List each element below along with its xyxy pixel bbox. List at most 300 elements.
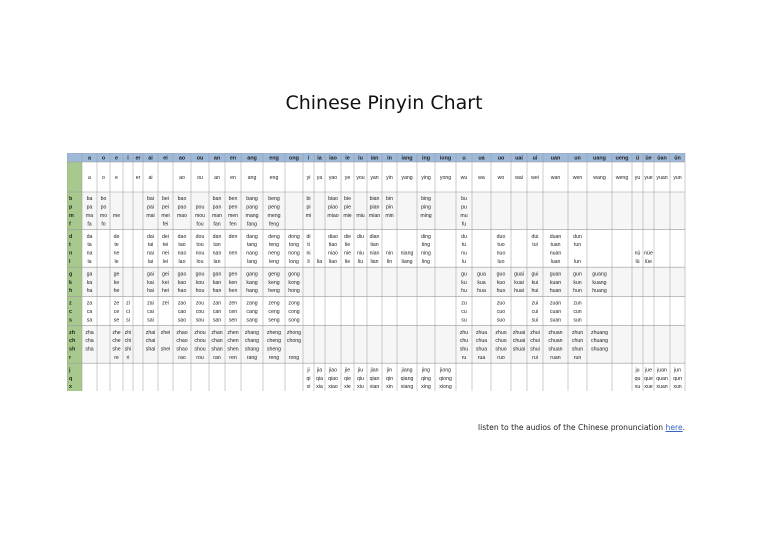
- final-header-27: uai: [515, 155, 523, 162]
- syllable-cell: chua: [475, 338, 488, 345]
- syllable-cell: xi: [306, 384, 311, 391]
- syllable-cell: ca: [86, 309, 93, 315]
- pinyin-chart-svg: [67, 153, 700, 391]
- syllable-cell: huan: [549, 288, 562, 295]
- syllable-cell: tai: [147, 242, 154, 249]
- syllable-cell: nang: [246, 250, 258, 257]
- row-band-bg: [82, 363, 685, 391]
- syllable-cell: qiong: [439, 375, 452, 382]
- syllable-cell: fang: [246, 221, 258, 228]
- syllable-cell: ying: [421, 175, 431, 181]
- syllable-cell: sou: [195, 317, 205, 324]
- final-header-33: ü: [635, 155, 640, 162]
- syllable-cell: mang: [245, 213, 259, 219]
- final-header-18: iu: [358, 155, 363, 162]
- syllable-cell: kun: [573, 279, 582, 286]
- syllable-cell: cong: [288, 309, 300, 315]
- syllable-cell: kao: [177, 279, 187, 286]
- syllable-cell: sen: [228, 317, 238, 324]
- syllable-cell: gui: [531, 271, 539, 278]
- syllable-cell: keng: [268, 279, 280, 286]
- syllable-cell: lang: [247, 259, 257, 265]
- final-header-14: i: [307, 155, 310, 162]
- syllable-cell: ran: [213, 355, 221, 361]
- syllable-cell: nong: [288, 250, 300, 257]
- syllable-cell: kai: [147, 279, 154, 286]
- syllable-cell: hai: [147, 288, 154, 295]
- syllable-cell: za: [86, 300, 93, 307]
- syllable-cell: zuo: [496, 300, 506, 307]
- syllable-cell: mou: [194, 213, 206, 219]
- syllable-cell: yong: [439, 175, 452, 181]
- syllable-cell: zhan: [211, 329, 223, 336]
- syllable-cell: ce: [113, 309, 120, 315]
- syllable-cell: chou: [194, 338, 206, 345]
- syllable-cell: hua: [477, 288, 486, 295]
- syllable-cell: shen: [227, 346, 239, 353]
- final-header-31: uang: [593, 155, 606, 162]
- syllable-cell: sui: [531, 317, 539, 324]
- final-header-7: ao: [178, 155, 186, 162]
- syllable-cell: fo: [101, 221, 106, 228]
- syllable-cell: er: [135, 175, 141, 181]
- final-header-6: ei: [163, 155, 168, 162]
- syllable-cell: fen: [229, 221, 237, 228]
- syllable-cell: mian: [368, 213, 381, 219]
- final-header-19: ian: [370, 155, 379, 162]
- syllable-cell: cai: [147, 309, 154, 315]
- final-header-23: iong: [439, 155, 452, 162]
- syllable-cell: ceng: [268, 309, 280, 315]
- final-header-25: ua: [478, 155, 485, 162]
- syllable-cell: zhuang: [590, 329, 609, 336]
- initial-label-ch: ch: [69, 338, 76, 345]
- initial-label-r: r: [69, 355, 72, 361]
- syllable-cell: liu: [357, 259, 364, 265]
- syllable-cell: tiao: [328, 242, 338, 249]
- syllable-cell: chang: [244, 338, 260, 345]
- final-header-12: eng: [269, 155, 279, 162]
- syllable-cell: jin: [386, 367, 393, 374]
- syllable-cell: shua: [475, 346, 488, 353]
- syllable-cell: yang: [401, 175, 413, 181]
- final-header-36: ün: [674, 155, 681, 162]
- syllable-cell: nei: [162, 250, 169, 257]
- syllable-cell: nü: [634, 250, 641, 257]
- syllable-cell: xia: [316, 384, 323, 391]
- syllable-cell: mai: [146, 213, 155, 219]
- syllable-cell: bai: [147, 196, 154, 203]
- footer-here-link[interactable]: here: [665, 423, 683, 432]
- syllable-cell: jiu: [357, 367, 364, 374]
- syllable-cell: mu: [460, 213, 468, 219]
- syllable-cell: chai: [145, 338, 156, 345]
- syllable-cell: qun: [673, 375, 682, 382]
- syllable-cell: bu: [461, 196, 467, 203]
- syllable-cell: ri: [126, 355, 130, 361]
- syllable-cell: qiu: [357, 375, 364, 382]
- syllable-cell: mi: [305, 213, 312, 219]
- syllable-cell: bin: [386, 196, 393, 203]
- syllable-cell: xin: [386, 384, 393, 391]
- syllable-cell: wen: [572, 175, 583, 181]
- syllable-cell: zha: [85, 329, 94, 336]
- syllable-cell: zhu: [459, 329, 469, 336]
- syllable-cell: yao: [328, 175, 338, 181]
- syllable-cell: lun: [574, 259, 581, 265]
- syllable-cell: qu: [634, 375, 641, 382]
- syllable-cell: dou: [195, 233, 205, 240]
- syllable-cell: she: [112, 346, 121, 353]
- syllable-cell: xiong: [439, 384, 452, 391]
- syllable-cell: niang: [400, 250, 414, 257]
- syllable-cell: tuan: [550, 242, 561, 249]
- syllable-cell: an: [214, 175, 220, 181]
- syllable-cell: yin: [386, 175, 393, 181]
- syllable-cell: zang: [246, 300, 258, 307]
- syllable-cell: ou: [197, 175, 203, 181]
- syllable-cell: hen: [228, 288, 238, 295]
- syllable-cell: miao: [327, 213, 339, 219]
- syllable-cell: kei: [162, 279, 169, 286]
- syllable-cell: ken: [228, 279, 238, 286]
- syllable-cell: huang: [592, 288, 607, 295]
- syllable-cell: sha: [85, 346, 94, 353]
- syllable-cell: weng: [615, 175, 629, 181]
- syllable-cell: lai: [147, 259, 154, 265]
- syllable-cell: duo: [496, 233, 506, 240]
- syllable-cell: ka: [86, 279, 93, 286]
- syllable-cell: jiong: [440, 367, 451, 374]
- syllable-cell: zui: [531, 300, 539, 307]
- syllable-cell: bian: [369, 196, 380, 203]
- syllable-cell: dian: [369, 233, 380, 240]
- syllable-cell: zao: [177, 300, 187, 307]
- syllable-cell: shuan: [548, 346, 563, 353]
- syllable-cell: you: [356, 175, 365, 181]
- syllable-cell: bing: [421, 196, 431, 203]
- syllable-cell: ke: [113, 279, 120, 286]
- syllable-cell: eng: [269, 175, 279, 181]
- footer-period: .: [682, 423, 686, 432]
- syllable-cell: ge: [113, 271, 120, 278]
- syllable-cell: lan: [213, 259, 221, 265]
- syllable-cell: shuang: [590, 346, 609, 353]
- initial-label-g: g: [69, 271, 73, 278]
- syllable-cell: lin: [386, 259, 393, 265]
- syllable-cell: kou: [195, 279, 205, 286]
- initial-label-j: j: [69, 367, 71, 374]
- syllable-cell: cu: [461, 309, 467, 315]
- final-header-3: i: [127, 155, 129, 162]
- syllable-cell: dang: [246, 233, 258, 240]
- syllable-cell: seng: [268, 317, 280, 324]
- syllable-cell: zhou: [194, 329, 206, 336]
- syllable-cell: zong: [288, 300, 300, 307]
- syllable-cell: luan: [550, 259, 561, 265]
- syllable-cell: zhun: [571, 329, 584, 336]
- syllable-cell: ti: [307, 242, 310, 249]
- syllable-cell: tong: [288, 242, 300, 249]
- initial-label-p: p: [69, 204, 73, 211]
- syllable-cell: zhua: [475, 329, 488, 336]
- syllable-cell: jia: [316, 367, 323, 374]
- initial-label-zh: zh: [69, 329, 75, 336]
- syllable-cell: pei: [162, 204, 169, 211]
- syllable-cell: zuan: [549, 300, 562, 307]
- syllable-cell: en: [230, 175, 236, 181]
- syllable-cell: nüe: [644, 250, 653, 257]
- syllable-cell: zhuai: [512, 329, 526, 336]
- syllable-cell: jiang: [401, 367, 413, 374]
- syllable-cell: gong: [288, 271, 300, 278]
- syllable-cell: lia: [316, 259, 323, 265]
- syllable-cell: bang: [246, 196, 258, 203]
- syllable-cell: yan: [370, 175, 379, 181]
- syllable-cell: bi: [306, 196, 311, 203]
- syllable-cell: hou: [195, 288, 205, 295]
- syllable-cell: zhi: [124, 329, 132, 336]
- syllable-cell: pi: [306, 204, 311, 211]
- syllable-cell: tang: [246, 242, 258, 249]
- syllable-cell: mao: [176, 213, 188, 219]
- syllable-cell: zun: [573, 300, 582, 307]
- syllable-cell: la: [87, 259, 92, 265]
- syllable-cell: chen: [227, 338, 239, 345]
- syllable-cell: nen: [228, 250, 238, 257]
- final-header-24: u: [462, 155, 466, 162]
- syllable-cell: jue: [645, 367, 652, 374]
- initial-label-l: l: [69, 259, 71, 265]
- syllable-cell: geng: [268, 271, 280, 278]
- syllable-cell: ai: [148, 175, 153, 181]
- initial-label-n: n: [69, 250, 73, 257]
- syllable-cell: wan: [550, 175, 561, 181]
- syllable-cell: pang: [246, 204, 258, 211]
- syllable-cell: hei: [162, 288, 169, 295]
- syllable-cell: re: [114, 355, 119, 361]
- syllable-cell: zou: [195, 300, 205, 307]
- final-header-32: ueng: [615, 155, 629, 162]
- syllable-cell: kuang: [592, 279, 607, 286]
- syllable-cell: kang: [246, 279, 258, 286]
- initial-column-bg: [67, 162, 82, 192]
- syllable-cell: ru: [461, 355, 467, 361]
- syllable-cell: cen: [228, 309, 238, 315]
- syllable-cell: ku: [461, 279, 467, 286]
- final-header-15: ia: [317, 155, 322, 162]
- final-header-26: uo: [497, 155, 505, 162]
- final-header-9: an: [213, 155, 221, 162]
- final-header-22: ing: [421, 155, 431, 162]
- initial-label-d: d: [69, 233, 73, 240]
- syllable-cell: kua: [477, 279, 486, 286]
- syllable-cell: gun: [573, 271, 582, 278]
- syllable-cell: qiao: [328, 375, 338, 382]
- syllable-cell: ming: [420, 213, 432, 219]
- initial-label-z: z: [69, 300, 72, 307]
- initial-label-c: c: [69, 309, 72, 315]
- syllable-cell: ji: [307, 367, 310, 374]
- syllable-cell: zei: [162, 300, 169, 307]
- syllable-cell: chun: [571, 338, 584, 345]
- syllable-cell: ao: [179, 175, 185, 181]
- syllable-cell: biao: [328, 196, 338, 203]
- syllable-cell: zeng: [268, 300, 280, 307]
- syllable-cell: niu: [357, 250, 364, 257]
- final-header-17: ie: [345, 155, 350, 162]
- syllable-cell: qie: [344, 375, 351, 382]
- syllable-cell: ba: [86, 196, 93, 203]
- syllable-cell: lü: [635, 259, 640, 265]
- syllable-cell: hang: [246, 288, 258, 295]
- syllable-cell: yi: [306, 175, 311, 181]
- syllable-cell: gu: [461, 271, 467, 278]
- syllable-cell: gou: [195, 271, 205, 278]
- syllable-cell: gai: [147, 271, 154, 278]
- syllable-cell: que: [644, 375, 653, 382]
- initial-label-b: b: [69, 196, 73, 203]
- syllable-cell: ruo: [497, 355, 505, 361]
- final-header-20: in: [387, 155, 392, 162]
- final-header-13: ong: [289, 155, 299, 162]
- syllable-cell: zan: [212, 300, 222, 307]
- syllable-cell: neng: [268, 250, 280, 257]
- syllable-cell: rui: [532, 355, 538, 361]
- syllable-cell: pin: [386, 204, 393, 211]
- syllable-cell: zheng: [266, 329, 282, 336]
- syllable-cell: xiang: [400, 384, 414, 391]
- syllable-cell: lei: [162, 259, 169, 265]
- initial-label-m: m: [69, 213, 74, 219]
- syllable-cell: ni: [306, 250, 311, 257]
- final-header-10: en: [229, 155, 237, 162]
- syllable-cell: ben: [228, 196, 238, 203]
- syllable-cell: ding: [421, 233, 431, 240]
- syllable-cell: reng: [268, 355, 280, 361]
- syllable-cell: qing: [421, 375, 431, 382]
- syllable-cell: de: [113, 233, 120, 240]
- syllable-cell: suo: [496, 317, 506, 324]
- syllable-cell: xiu: [357, 384, 364, 391]
- syllable-cell: zi: [126, 300, 130, 307]
- syllable-cell: tui: [532, 242, 538, 249]
- final-header-11: ang: [247, 155, 257, 162]
- syllable-cell: qiang: [400, 375, 414, 382]
- syllable-cell: tan: [213, 242, 221, 249]
- syllable-cell: zai: [147, 300, 154, 307]
- syllable-cell: xue: [644, 384, 653, 391]
- syllable-cell: nuan: [549, 250, 562, 257]
- syllable-cell: lie: [344, 259, 351, 265]
- syllable-cell: gang: [246, 271, 258, 278]
- syllable-cell: chuan: [548, 338, 563, 345]
- syllable-cell: zhe: [112, 329, 121, 336]
- syllable-cell: a: [88, 175, 91, 181]
- syllable-cell: gao: [177, 271, 187, 278]
- syllable-cell: rong: [288, 355, 300, 361]
- syllable-cell: jiao: [328, 367, 338, 374]
- syllable-cell: lian: [370, 259, 379, 265]
- syllable-cell: jie: [344, 367, 351, 374]
- initial-label-k: k: [69, 279, 72, 286]
- syllable-cell: luo: [497, 259, 505, 265]
- syllable-cell: shai: [145, 346, 156, 353]
- syllable-cell: quan: [656, 375, 668, 382]
- syllable-cell: pen: [228, 204, 238, 211]
- syllable-cell: sang: [246, 317, 258, 324]
- syllable-cell: di: [306, 233, 311, 240]
- syllable-cell: peng: [268, 204, 280, 211]
- syllable-cell: zhei: [160, 329, 171, 336]
- syllable-cell: mei: [161, 213, 170, 219]
- footer-note: [478, 423, 685, 432]
- syllable-cell: tu: [461, 242, 467, 249]
- syllable-cell: pie: [344, 204, 351, 211]
- syllable-cell: cuo: [496, 309, 506, 315]
- syllable-cell: wei: [531, 175, 539, 181]
- syllable-cell: pao: [177, 204, 187, 211]
- syllable-cell: nao: [177, 250, 187, 257]
- syllable-cell: duan: [549, 233, 562, 240]
- syllable-cell: su: [461, 317, 467, 324]
- syllable-cell: chuo: [495, 338, 507, 345]
- syllable-cell: pai: [147, 204, 154, 211]
- syllable-cell: dong: [288, 233, 300, 240]
- syllable-cell: du: [461, 233, 467, 240]
- syllable-cell: leng: [269, 259, 279, 265]
- final-header-30: un: [574, 155, 581, 162]
- syllable-cell: ha: [86, 288, 93, 295]
- syllable-cell: diu: [357, 233, 364, 240]
- syllable-cell: ma: [85, 213, 94, 219]
- syllable-cell: teng: [268, 242, 280, 249]
- syllable-cell: chong: [286, 338, 302, 345]
- syllable-cell: jian: [370, 367, 379, 374]
- syllable-cell: cun: [573, 309, 582, 315]
- syllable-cell: shang: [244, 346, 260, 353]
- syllable-cell: tao: [178, 242, 186, 249]
- syllable-cell: zhuan: [548, 329, 563, 336]
- final-header-4: er: [135, 155, 141, 162]
- syllable-cell: pu: [461, 204, 467, 211]
- syllable-cell: sai: [147, 317, 154, 324]
- syllable-cell: wang: [593, 175, 606, 181]
- initial-label-x: x: [69, 384, 72, 391]
- final-header-1: o: [101, 155, 106, 162]
- syllable-cell: hong: [288, 288, 300, 295]
- syllable-cell: cheng: [266, 338, 282, 345]
- initial-label-sh: sh: [69, 346, 76, 353]
- syllable-cell: tun: [573, 242, 582, 249]
- syllable-cell: pa: [86, 204, 93, 211]
- syllable-cell: zhui: [530, 329, 540, 336]
- syllable-cell: fou: [196, 221, 204, 228]
- syllable-cell: heng: [268, 288, 280, 295]
- syllable-cell: bei: [162, 196, 169, 203]
- syllable-cell: li: [307, 259, 310, 265]
- syllable-cell: shu: [459, 346, 469, 353]
- initial-label-h: h: [69, 288, 73, 295]
- syllable-cell: gen: [228, 271, 238, 278]
- syllable-cell: yun: [673, 175, 682, 181]
- syllable-cell: cao: [177, 309, 187, 315]
- syllable-cell: xing: [421, 384, 431, 391]
- syllable-cell: wu: [460, 175, 468, 181]
- syllable-cell: zhao: [176, 329, 188, 336]
- syllable-cell: shui: [530, 346, 540, 353]
- syllable-cell: tei: [162, 242, 169, 249]
